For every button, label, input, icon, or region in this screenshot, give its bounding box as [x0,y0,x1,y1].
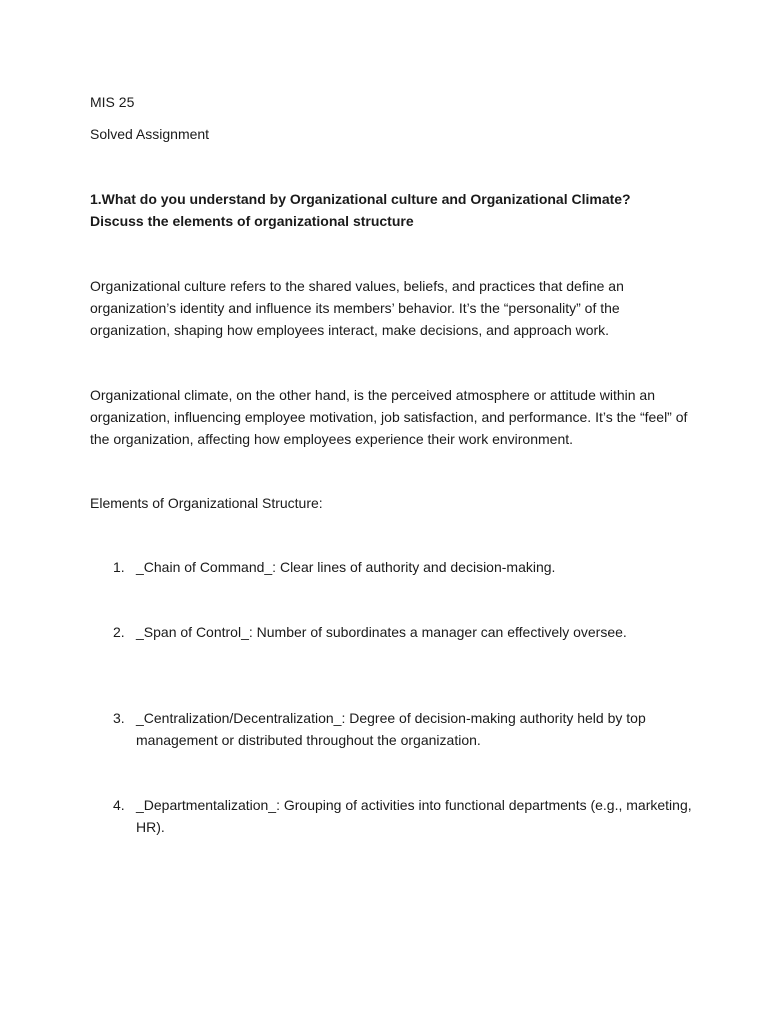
elements-heading: Elements of Organizational Structure: [90,495,323,511]
list-item-text: _Chain of Command_: Clear lines of authority and decision-making. [136,559,556,575]
paragraph-culture: Organizational culture refers to the shared values, beliefs, and practices that define an organization’s identity and influence its members’ behavior. It’s the “personality” of the organization, shaping how employees interact, make decisions, and approach work. [90,278,624,338]
course-code: MIS 25 [90,94,135,110]
document-subtitle: Solved Assignment [90,126,210,142]
list-item [113,794,693,838]
list-item-text: _Span of Control_: Number of subordinates a manager can effectively oversee. [136,624,627,640]
list-item-number: 1. [113,559,125,575]
list-item [113,556,693,578]
list-item-number: 3. [113,710,125,726]
list-item [113,621,693,643]
paragraph-climate: Organizational climate, on the other hand, is the perceived atmosphere or attitude within an organization, influencing employee motivation, job satisfaction, and performance. It’s the “feel” of the organization, affecting how employees experience their work environment. [90,387,688,447]
question-line-2: Discuss the elements of organizational structure [90,213,414,229]
list-item-text: _Departmentalization_: Grouping of activities into functional departments (e.g., marketing, HR). [136,797,692,835]
list-item [113,707,693,751]
question-line-1: 1.What do you understand by Organizational culture and Organizational Climate? [90,191,631,207]
list-item-text: _Centralization/Decentralization_: Degree of decision-making authority held by top management or distributed throughout the organization. [136,710,646,748]
list-item-number: 2. [113,624,125,640]
list-item-number: 4. [113,797,125,813]
